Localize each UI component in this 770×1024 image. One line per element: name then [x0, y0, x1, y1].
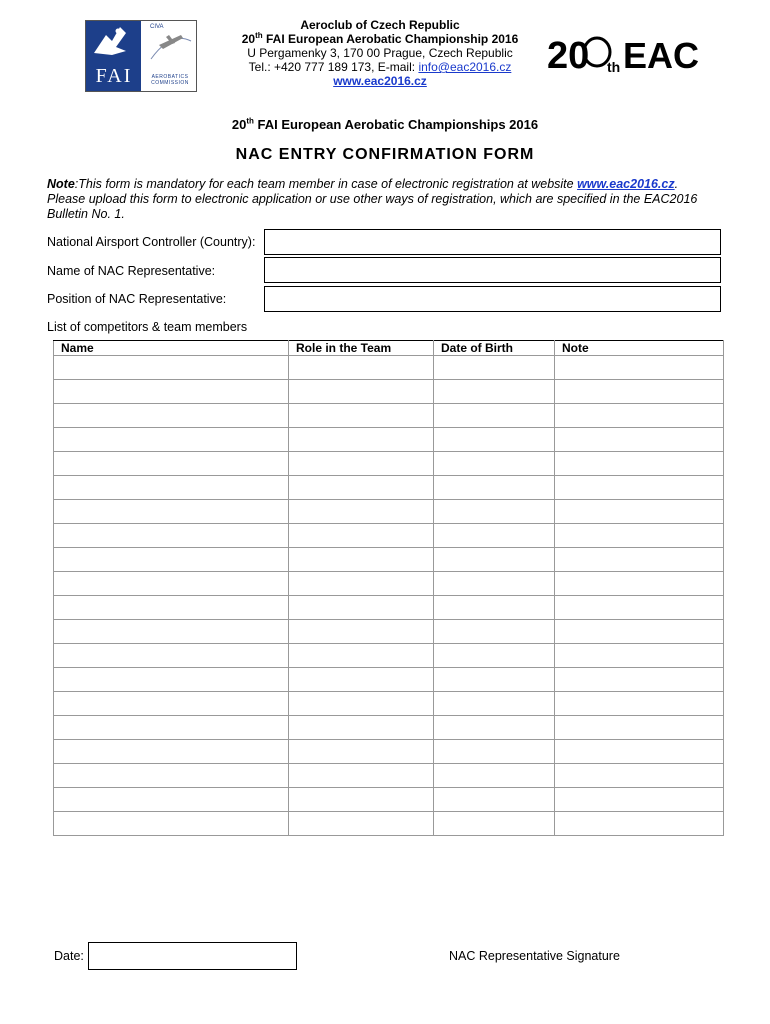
- cell-note[interactable]: [555, 668, 724, 692]
- rep-name-label: Name of NAC Representative:: [47, 264, 216, 278]
- table-row: [54, 524, 724, 548]
- eac-logo: [545, 30, 710, 75]
- cell-role[interactable]: [289, 692, 434, 716]
- rep-name-input[interactable]: [264, 257, 721, 283]
- table-row: [54, 788, 724, 812]
- cell-note[interactable]: [555, 404, 724, 428]
- cell-dob[interactable]: [434, 404, 555, 428]
- cell-name[interactable]: [54, 740, 289, 764]
- cell-role[interactable]: [289, 428, 434, 452]
- table-row: [54, 428, 724, 452]
- page-title: NAC ENTRY CONFIRMATION FORM: [235, 146, 535, 163]
- cell-role[interactable]: [289, 476, 434, 500]
- cell-dob[interactable]: [434, 596, 555, 620]
- table-row: [54, 692, 724, 716]
- cell-name[interactable]: [54, 668, 289, 692]
- table-header-row: [54, 341, 724, 356]
- cell-role[interactable]: [289, 404, 434, 428]
- cell-role[interactable]: [289, 668, 434, 692]
- cell-dob[interactable]: [434, 476, 555, 500]
- cell-dob[interactable]: [434, 788, 555, 812]
- table-row: [54, 356, 724, 380]
- cell-role[interactable]: [289, 572, 434, 596]
- table-row: [54, 476, 724, 500]
- eac-logo-text: EAC: [623, 35, 700, 75]
- cell-name[interactable]: [54, 596, 289, 620]
- table-row: [54, 404, 724, 428]
- header-website: [190, 74, 570, 88]
- date-label: Date:: [54, 949, 84, 963]
- cell-name[interactable]: [54, 764, 289, 788]
- cell-role[interactable]: [289, 500, 434, 524]
- cell-role[interactable]: [289, 644, 434, 668]
- cell-name[interactable]: [54, 404, 289, 428]
- cell-dob[interactable]: [434, 740, 555, 764]
- table-row: [54, 452, 724, 476]
- cell-note[interactable]: [555, 356, 724, 380]
- cell-dob[interactable]: [434, 668, 555, 692]
- cell-name[interactable]: [54, 812, 289, 836]
- table-row: [54, 764, 724, 788]
- eac-logo-number: 20: [547, 35, 590, 75]
- cell-note[interactable]: [555, 620, 724, 644]
- cell-dob[interactable]: [434, 572, 555, 596]
- cell-note[interactable]: [555, 500, 724, 524]
- cell-role[interactable]: [289, 716, 434, 740]
- note-label: Note: [47, 177, 75, 191]
- cell-dob[interactable]: [434, 812, 555, 836]
- team-table: [53, 340, 724, 836]
- controller-input[interactable]: [264, 229, 721, 255]
- cell-name[interactable]: [54, 476, 289, 500]
- cell-note[interactable]: [555, 428, 724, 452]
- cell-role[interactable]: [289, 380, 434, 404]
- cell-name[interactable]: [54, 620, 289, 644]
- header-note: Note: [555, 341, 724, 356]
- table-row: [54, 380, 724, 404]
- header-address: U Pergamenky 3, 170 00 Prague, Czech Republic: [247, 46, 513, 60]
- cell-dob[interactable]: [434, 380, 555, 404]
- header-org: Aeroclub of Czech Republic: [300, 18, 460, 32]
- cell-note[interactable]: [555, 452, 724, 476]
- rep-position-input[interactable]: [264, 286, 721, 312]
- cell-name[interactable]: [54, 692, 289, 716]
- header-name: Name: [54, 341, 289, 356]
- table-row: [54, 596, 724, 620]
- cell-dob[interactable]: [434, 764, 555, 788]
- eagle-icon: [86, 21, 141, 66]
- cell-note[interactable]: [555, 764, 724, 788]
- cell-name[interactable]: [54, 356, 289, 380]
- cell-note[interactable]: [555, 476, 724, 500]
- subtitle: 20th FAI European Aerobatic Championships 2016: [231, 116, 539, 132]
- cell-name[interactable]: [54, 524, 289, 548]
- cell-note[interactable]: [555, 380, 724, 404]
- cell-note[interactable]: [555, 548, 724, 572]
- cell-role[interactable]: [289, 812, 434, 836]
- cell-dob[interactable]: [434, 500, 555, 524]
- header-contact: Tel.: +420 777 189 173, E-mail: info@eac2016.cz: [248, 60, 512, 74]
- cell-note[interactable]: [555, 596, 724, 620]
- eac-logo-sup: th: [607, 59, 621, 75]
- cell-name[interactable]: [54, 428, 289, 452]
- website-link[interactable]: www.eac2016.cz: [333, 74, 427, 88]
- signature-label: NAC Representative Signature: [449, 949, 620, 963]
- cell-note[interactable]: [555, 740, 724, 764]
- cell-name[interactable]: [54, 380, 289, 404]
- cell-role[interactable]: [289, 548, 434, 572]
- cell-note[interactable]: [555, 788, 724, 812]
- cell-note[interactable]: [555, 812, 724, 836]
- cell-role[interactable]: [289, 620, 434, 644]
- cell-role[interactable]: [289, 764, 434, 788]
- date-input[interactable]: [88, 942, 297, 970]
- table-row: [54, 620, 724, 644]
- fai-logo-text: FAI: [95, 65, 133, 87]
- civa-text: CIVA: [150, 24, 164, 30]
- cell-dob[interactable]: [434, 620, 555, 644]
- table-row: [54, 812, 724, 836]
- cell-note[interactable]: [555, 692, 724, 716]
- cell-note[interactable]: [555, 644, 724, 668]
- cell-role[interactable]: [289, 356, 434, 380]
- cell-note[interactable]: [555, 716, 724, 740]
- cell-role[interactable]: [289, 596, 434, 620]
- table-row: [54, 644, 724, 668]
- header-event: 20th FAI European Aerobatic Championship 2016: [241, 31, 519, 46]
- note-text: Note:This form is mandatory for each team member in case of electronic registration at website www.eac2016.cz. Please upload this form to electronic application or use other ways of registration, which are specified in the EAC2016 Bulletin No. 1.: [47, 177, 698, 221]
- table-row: [54, 740, 724, 764]
- fai-logo: [85, 20, 197, 92]
- cell-note[interactable]: [555, 572, 724, 596]
- list-label: List of competitors & team members: [47, 320, 248, 334]
- table-row: [54, 572, 724, 596]
- cell-dob[interactable]: [434, 428, 555, 452]
- cell-name[interactable]: [54, 716, 289, 740]
- cell-name[interactable]: [54, 644, 289, 668]
- table-row: [54, 716, 724, 740]
- email-link[interactable]: info@eac2016.cz: [418, 60, 512, 74]
- cell-role[interactable]: [289, 452, 434, 476]
- table-row: [54, 548, 724, 572]
- table-row: [54, 500, 724, 524]
- cell-role[interactable]: [289, 524, 434, 548]
- controller-label: National Airsport Controller (Country):: [47, 235, 256, 249]
- cell-dob[interactable]: [434, 524, 555, 548]
- fai-logo-emblem: [86, 21, 141, 91]
- aerobatics-commission-text: AEROBATICS COMMISSION: [151, 74, 189, 86]
- cell-name[interactable]: [54, 452, 289, 476]
- cell-role[interactable]: [289, 788, 434, 812]
- rep-position-label: Position of NAC Representative:: [47, 292, 227, 306]
- cell-name[interactable]: [54, 788, 289, 812]
- header-dob: Date of Birth: [434, 341, 555, 356]
- cell-dob[interactable]: [434, 716, 555, 740]
- note-website-link[interactable]: www.eac2016.cz: [577, 177, 675, 191]
- cell-dob[interactable]: [434, 356, 555, 380]
- cell-name[interactable]: [54, 548, 289, 572]
- cell-name[interactable]: [54, 500, 289, 524]
- cell-name[interactable]: [54, 572, 289, 596]
- cell-dob[interactable]: [434, 452, 555, 476]
- cell-role[interactable]: [289, 740, 434, 764]
- header-role: Role in the Team: [289, 341, 434, 356]
- cell-note[interactable]: [555, 524, 724, 548]
- cell-dob[interactable]: [434, 644, 555, 668]
- cell-dob[interactable]: [434, 692, 555, 716]
- table-row: [54, 668, 724, 692]
- cell-dob[interactable]: [434, 548, 555, 572]
